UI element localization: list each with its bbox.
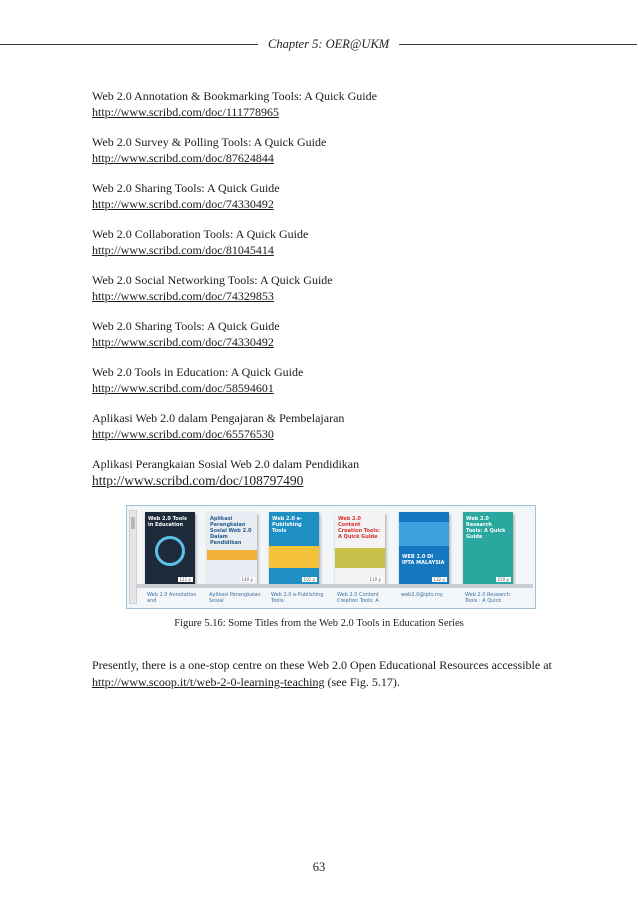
book-cover-title: Aplikasi Perangkaian Sosial Web 2.0 Dalam Pendidikan [210,516,252,546]
reference-link[interactable]: http://www.scribd.com/doc/81045414 [92,243,274,257]
reference-item [92,88,562,120]
cover-graphic [269,546,319,568]
header-rule-left [0,44,258,45]
reference-link[interactable]: http://www.scribd.com/doc/74330492 [92,197,274,211]
reference-link[interactable]: http://www.scribd.com/doc/58594601 [92,381,274,395]
figure-caption: Figure 5.16: Some Titles from the Web 2.0 Tools in Education Series [174,618,464,629]
book-cover-title: Web 2.0 Tools in Education [148,516,187,528]
reference-item [92,134,562,166]
book-label-row [143,592,531,608]
network-graphic [155,536,185,566]
reference-title: Web 2.0 Tools in Education: A Quick Guide [92,365,304,379]
running-header [0,30,638,58]
book-label[interactable]: Web 2.0 Research Tools : A Quick [465,592,510,604]
reference-link[interactable]: http://www.scribd.com/doc/87624844 [92,151,274,165]
reference-title: Web 2.0 Sharing Tools: A Quick Guide [92,319,280,333]
paragraph-text: Presently, there is a one-stop centre on these Web 2.0 Open Educational Resources accessible at [92,658,552,672]
scoop-link[interactable]: http://www.scoop.it/t/web-2-0-learning-teaching [92,675,325,689]
reference-title: Aplikasi Web 2.0 dalam Pengajaran & Pembelajaran [92,411,345,425]
book-cover[interactable] [145,512,195,584]
reference-item [92,180,562,212]
book-label[interactable]: Web 2.0 Annotation and [147,592,197,604]
body-paragraph [92,657,562,691]
book-shelf-figure [126,505,536,609]
reference-title: Aplikasi Perangkaian Sosial Web 2.0 dalam Pendidikan [92,457,360,471]
book-cover[interactable] [207,512,257,584]
book-cover-title: WEB 2.0 DI IPTA MALAYSIA [402,554,445,566]
book-cover[interactable] [335,512,385,584]
reference-item [92,364,562,396]
book-label[interactable]: web2.0@ipts.my [401,592,443,598]
page-number: 63 [312,860,326,874]
page-count-badge: 110 p [369,577,381,582]
reference-item [92,226,562,258]
book-cover-title: Web 2.0 Content Creation Tools: A Quick Guide [338,516,381,540]
chapter-title: Chapter 5: OER@UKM [268,36,390,51]
reference-title: Web 2.0 Sharing Tools: A Quick Guide [92,181,280,195]
reference-link[interactable]: http://www.scribd.com/doc/74329853 [92,289,274,303]
shelf-bar [137,584,533,588]
reference-link[interactable]: http://www.scribd.com/doc/65576530 [92,427,274,441]
reference-item [92,272,562,304]
scrollbar[interactable] [129,510,137,604]
reference-link[interactable]: http://www.scribd.com/doc/108797490 [92,473,304,488]
cover-stripe [207,550,257,560]
shelf [141,510,531,586]
reference-item [92,410,562,442]
book-cover[interactable] [269,512,319,584]
page-count-badge: 220 p [497,577,509,582]
reference-item [92,456,562,490]
cover-graphic [399,522,449,546]
book-label[interactable]: Web 2.0 Content Creation Tools: A [337,592,379,604]
reference-link[interactable]: http://www.scribd.com/doc/111778965 [92,105,279,119]
paragraph-text-end: (see Fig. 5.17). [324,675,400,689]
book-label[interactable]: Web 2.0 e-Publishing Tools: [271,592,324,604]
book-cover[interactable] [463,512,513,584]
reference-list [92,88,562,504]
book-label[interactable]: Aplikasi Perangkaian Sosial [209,592,261,604]
reference-title: Web 2.0 Survey & Polling Tools: A Quick Guide [92,135,327,149]
reference-title: Web 2.0 Annotation & Bookmarking Tools: A Quick Guide [92,89,377,103]
page-count-badge: 140 p [241,577,253,582]
header-rule-right [399,44,637,45]
book-cover-title: Web 2.0 Research Tools: A Quick Guide [466,516,506,540]
page-count-badge: 102 p [303,577,315,582]
reference-link[interactable]: http://www.scribd.com/doc/74330492 [92,335,274,349]
page-count-badge: 132 p [433,577,445,582]
reference-title: Web 2.0 Social Networking Tools: A Quick Guide [92,273,333,287]
cover-graphic [335,548,385,568]
book-cover[interactable] [399,512,449,584]
scrollbar-thumb[interactable] [131,517,135,529]
page-count-badge: 111 p [179,577,191,582]
reference-item [92,318,562,350]
book-cover-title: Web 2.0 e-Publishing Tools [272,516,303,534]
reference-title: Web 2.0 Collaboration Tools: A Quick Guide [92,227,309,241]
